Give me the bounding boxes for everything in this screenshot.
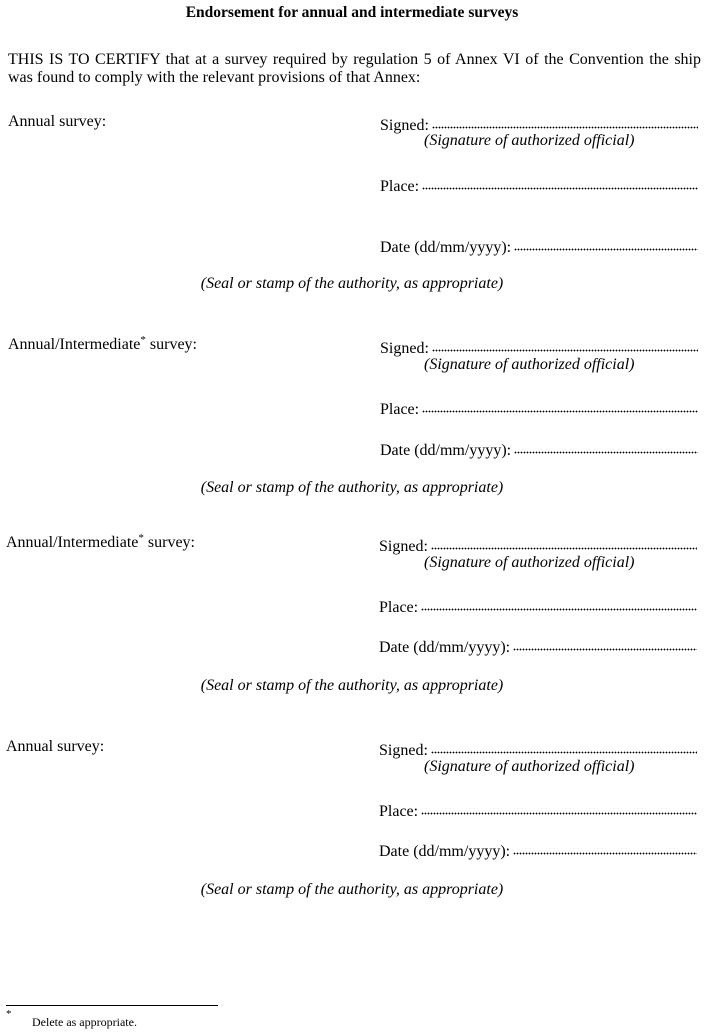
date-field[interactable] xyxy=(379,635,697,657)
signed-label: Signed: xyxy=(379,742,428,759)
place-field[interactable] xyxy=(379,799,697,821)
survey-label-text: Annual/Intermediate xyxy=(6,534,139,551)
date-dotted-line[interactable] xyxy=(513,839,697,856)
date-label: Date (dd/mm/yyyy): xyxy=(379,639,511,656)
date-dotted-line[interactable] xyxy=(513,635,697,652)
place-field[interactable] xyxy=(380,174,698,196)
place-field[interactable] xyxy=(380,397,698,419)
footnote-separator xyxy=(6,1005,218,1006)
date-field[interactable] xyxy=(379,839,697,861)
survey-label: Annual survey: xyxy=(8,113,107,130)
seal-caption: (Seal or stamp of the authority, as appropriate) xyxy=(200,881,504,898)
footnote-text: Delete as appropriate. xyxy=(32,1015,137,1029)
signed-dotted-line[interactable] xyxy=(432,113,698,130)
footnote-mark: * xyxy=(6,1008,12,1020)
signed-field[interactable] xyxy=(380,336,698,358)
date-field[interactable] xyxy=(380,438,698,460)
signed-field[interactable] xyxy=(379,738,697,760)
signed-dotted-line[interactable] xyxy=(431,534,697,551)
seal-caption: (Seal or stamp of the authority, as appropriate) xyxy=(200,479,504,496)
signed-label: Signed: xyxy=(380,340,429,357)
place-label: Place: xyxy=(379,803,419,820)
place-label: Place: xyxy=(379,599,419,616)
date-label: Date (dd/mm/yyyy): xyxy=(380,442,512,459)
document-title: Endorsement for annual and intermediate surveys xyxy=(185,4,519,21)
survey-label-suffix: survey: xyxy=(143,534,195,551)
survey-label: Annual survey: xyxy=(6,738,105,755)
date-dotted-line[interactable] xyxy=(514,235,698,252)
signed-label: Signed: xyxy=(379,538,428,555)
survey-endorsement-intermediate-1 xyxy=(0,336,704,516)
footnote-reference-mark: * xyxy=(140,334,146,346)
date-field[interactable] xyxy=(380,235,698,257)
place-field[interactable] xyxy=(379,595,697,617)
seal-caption: (Seal or stamp of the authority, as appropriate) xyxy=(200,275,504,292)
certification-statement: THIS IS TO CERTIFY that at a survey required by regulation 5 of Annex VI of the Convention the ship was found to comply with the relevant provisions of that Annex: xyxy=(8,51,701,86)
place-dotted-line[interactable] xyxy=(422,397,698,414)
signature-caption: (Signature of authorized official) xyxy=(424,132,635,149)
place-dotted-line[interactable] xyxy=(421,595,697,612)
seal-caption: (Seal or stamp of the authority, as appropriate) xyxy=(200,677,504,694)
survey-label-suffix: survey: xyxy=(145,336,197,353)
survey-label-text: Annual/Intermediate xyxy=(8,336,141,353)
footnote-reference-mark: * xyxy=(138,532,144,544)
survey-endorsement-annual-2 xyxy=(0,738,704,918)
date-dotted-line[interactable] xyxy=(514,438,698,455)
signature-caption: (Signature of authorized official) xyxy=(424,758,635,775)
signed-dotted-line[interactable] xyxy=(432,336,698,353)
date-label: Date (dd/mm/yyyy): xyxy=(379,843,511,860)
date-label: Date (dd/mm/yyyy): xyxy=(380,239,512,256)
signed-label: Signed: xyxy=(380,117,429,134)
place-label: Place: xyxy=(380,401,420,418)
survey-label xyxy=(6,534,195,552)
signed-field[interactable] xyxy=(379,534,697,556)
signed-dotted-line[interactable] xyxy=(431,738,697,755)
place-dotted-line[interactable] xyxy=(421,799,697,816)
survey-endorsement-intermediate-2 xyxy=(0,534,704,714)
place-label: Place: xyxy=(380,178,420,195)
signature-caption: (Signature of authorized official) xyxy=(424,554,635,571)
survey-endorsement-annual-1 xyxy=(0,113,704,293)
signature-caption: (Signature of authorized official) xyxy=(424,356,635,373)
survey-label xyxy=(8,336,197,354)
place-dotted-line[interactable] xyxy=(422,174,698,191)
